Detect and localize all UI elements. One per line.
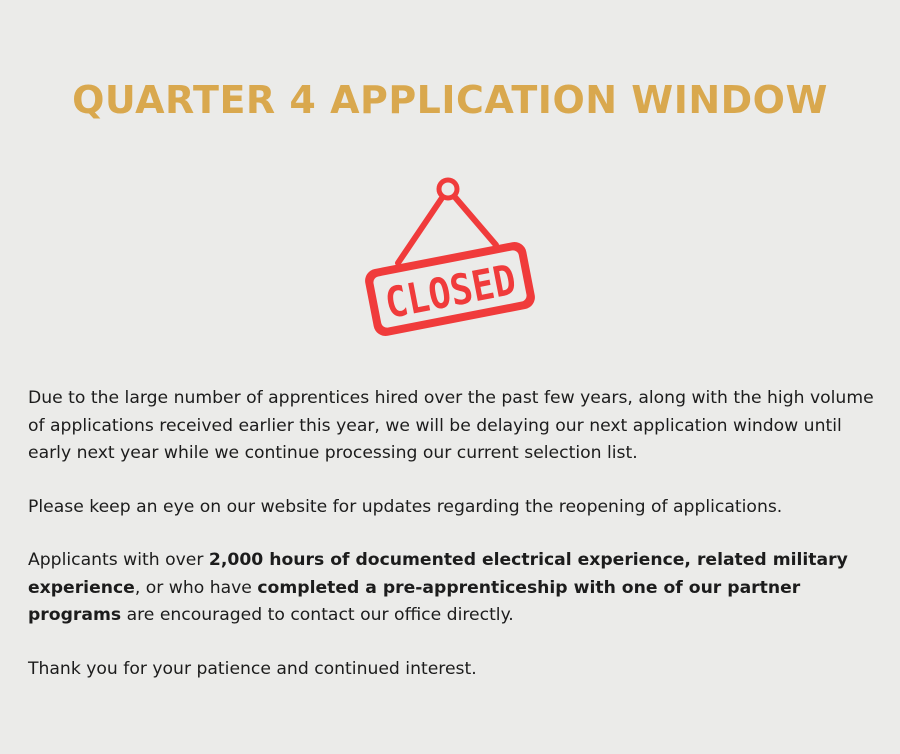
eligibility-intro: Applicants with over: [28, 550, 209, 570]
page-title: QUARTER 4 APPLICATION WINDOW: [72, 78, 828, 122]
paragraph-delay: Due to the large number of apprentices hired over the past few years, along with the high volume of applications received earlier this year, we will be delaying our next application window until early next year while we continue processing our current selection list.: [28, 388, 874, 463]
eligibility-connector: , or who have: [134, 577, 258, 598]
eligibility-experience: 2,000 hours of documented electrical experience, related military experience: [28, 550, 848, 598]
paragraph-thanks: Thank you for your patience and continued interest.: [28, 658, 477, 679]
notice-body: [28, 385, 878, 709]
paragraph-eligibility: [28, 547, 878, 630]
eligibility-outro: are encouraged to contact our office directly.: [121, 605, 514, 625]
closed-sign-icon: [360, 175, 540, 345]
sign-text: CLOSED: [381, 251, 540, 329]
eligibility-preapprenticeship: completed a pre-apprenticeship with one of our partner programs: [28, 577, 801, 625]
paragraph-website: Please keep an eye on our website for updates regarding the reopening of applications.: [28, 496, 783, 517]
